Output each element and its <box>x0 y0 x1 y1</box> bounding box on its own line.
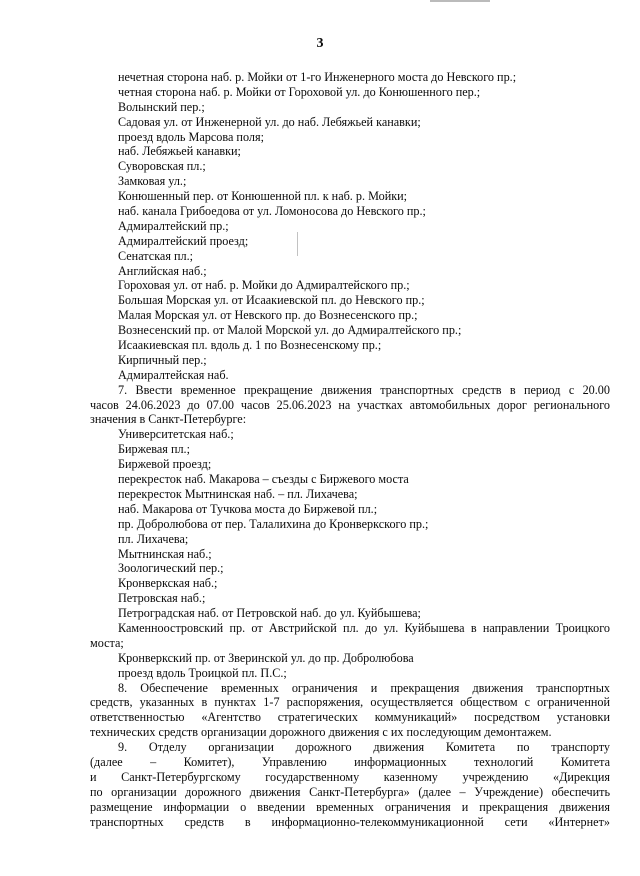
text-line: Адмиралтейский пр.; <box>118 218 229 233</box>
text-line: 7. Ввести временное прекращение движения транспортных средств в период с 20.00 <box>118 382 610 397</box>
text-line: Волынский пер.; <box>118 99 205 114</box>
text-line: нечетная сторона наб. р. Мойки от 1-го Инженерного моста до Невского пр.; <box>118 70 517 84</box>
text-line: Кронверкская наб.; <box>118 576 218 591</box>
text-line: Сенатская пл.; <box>118 248 194 263</box>
text-line: Садовая ул. от Инженерной ул. до наб. Лебяжьей канавки; <box>118 114 421 129</box>
page-number: 3 <box>316 36 324 51</box>
text-line: пр. Добролюбова от пер. Талалихина до Кронверкского пр.; <box>118 516 429 531</box>
text-line: Мытнинская наб.; <box>118 546 212 561</box>
text-line: Биржевой проезд; <box>118 457 212 472</box>
text-line: Кронверкский пр. от Зверинской ул. до пр. Добролюбова <box>118 650 414 665</box>
text-line: и Санкт-Петербургскому государственному казенному учреждению «Дирекция <box>90 769 610 784</box>
text-line: Гороховая ул. от наб. р. Мойки до Адмиралтейского пр.; <box>118 278 410 293</box>
text-line: перекресток Мытнинская наб. – пл. Лихачева; <box>118 486 358 501</box>
text-line: Английская наб.; <box>118 263 207 278</box>
text-line: Малая Морская ул. от Невского пр. до Вознесенского пр.; <box>118 308 418 323</box>
text-line: пл. Лихачева; <box>118 531 189 546</box>
text-line: Конюшенный пер. от Конюшенной пл. к наб. р. Мойки; <box>118 189 408 204</box>
text-line: Университетская наб.; <box>118 427 234 442</box>
text-line: Петроградская наб. от Петровской наб. до ул. Куйбышева; <box>118 606 421 621</box>
text-line: Большая Морская ул. от Исаакиевской пл. до Невского пр.; <box>118 293 425 308</box>
text-line: проезд вдоль Троицкой пл. П.С.; <box>118 665 287 680</box>
text-line: транспортных средств в информационно-телекоммуникационной сети «Интернет» <box>90 814 610 829</box>
text-line: Вознесенский пр. от Малой Морской ул. до Адмиралтейского пр.; <box>118 323 462 338</box>
text-line: наб. канала Грибоедова от ул. Ломоносова до Невского пр.; <box>118 204 426 219</box>
text-line: моста; <box>90 635 124 650</box>
text-line: Адмиралтейский проезд; <box>118 233 249 248</box>
text-line: Замковая ул.; <box>118 174 187 189</box>
text-line: 9. Отделу организации дорожного движения Комитета по транспорту <box>118 740 610 755</box>
text-line: ответственностью «Агентство стратегических коммуникаций» посредством установки <box>90 710 610 725</box>
text-line: Исаакиевская пл. вдоль д. 1 по Вознесенскому пр.; <box>118 338 382 353</box>
text-line: четная сторона наб. р. Мойки от Гороховой ул. до Конюшенного пер.; <box>118 84 481 99</box>
text-line: Зоологический пер.; <box>118 561 224 576</box>
text-line: наб. Макарова от Тучкова моста до Биржевой пл.; <box>118 501 378 516</box>
text-line: перекресток наб. Макарова – съезды с Биржевого моста <box>118 472 409 487</box>
text-line: наб. Лебяжьей канавки; <box>118 144 241 159</box>
text-line: часов 24.06.2023 до 07.00 часов 25.06.2023 на участках автомобильных дорог регионального <box>90 397 610 412</box>
text-line: технических средств организации дорожного движения с их последующим демонтажем. <box>90 725 552 740</box>
scan-artifact <box>297 232 298 256</box>
text-line: средств, указанных в пунктах 1-7 распоряжения, осуществляется обществом с ограниченной <box>90 695 610 710</box>
text-line: Каменноостровский пр. от Австрийской пл. до ул. Куйбышева в направлении Троицкого <box>118 620 610 635</box>
scan-artifact <box>430 0 490 2</box>
text-line: проезд вдоль Марсова поля; <box>118 129 264 144</box>
text-line: 8. Обеспечение временных ограничения и прекращения движения транспортных <box>118 680 610 695</box>
text-line: Петровская наб.; <box>118 591 206 606</box>
document-body <box>90 70 610 829</box>
text-line: Адмиралтейская наб. <box>118 367 229 382</box>
text-line: по организации дорожного движения Санкт-Петербурга» (далее – Учреждение) обеспечить <box>90 784 610 799</box>
text-line: Биржевая пл.; <box>118 442 190 457</box>
text-line: Кирпичный пер.; <box>118 352 207 367</box>
text-line: (далее – Комитет), Управлению информационных технологий Комитета <box>90 754 610 769</box>
text-line: размещение информации о введении временных ограничения и прекращения движения <box>90 799 610 814</box>
text-line: значения в Санкт-Петербурге: <box>90 412 247 427</box>
text-line: Суворовская пл.; <box>118 159 206 174</box>
